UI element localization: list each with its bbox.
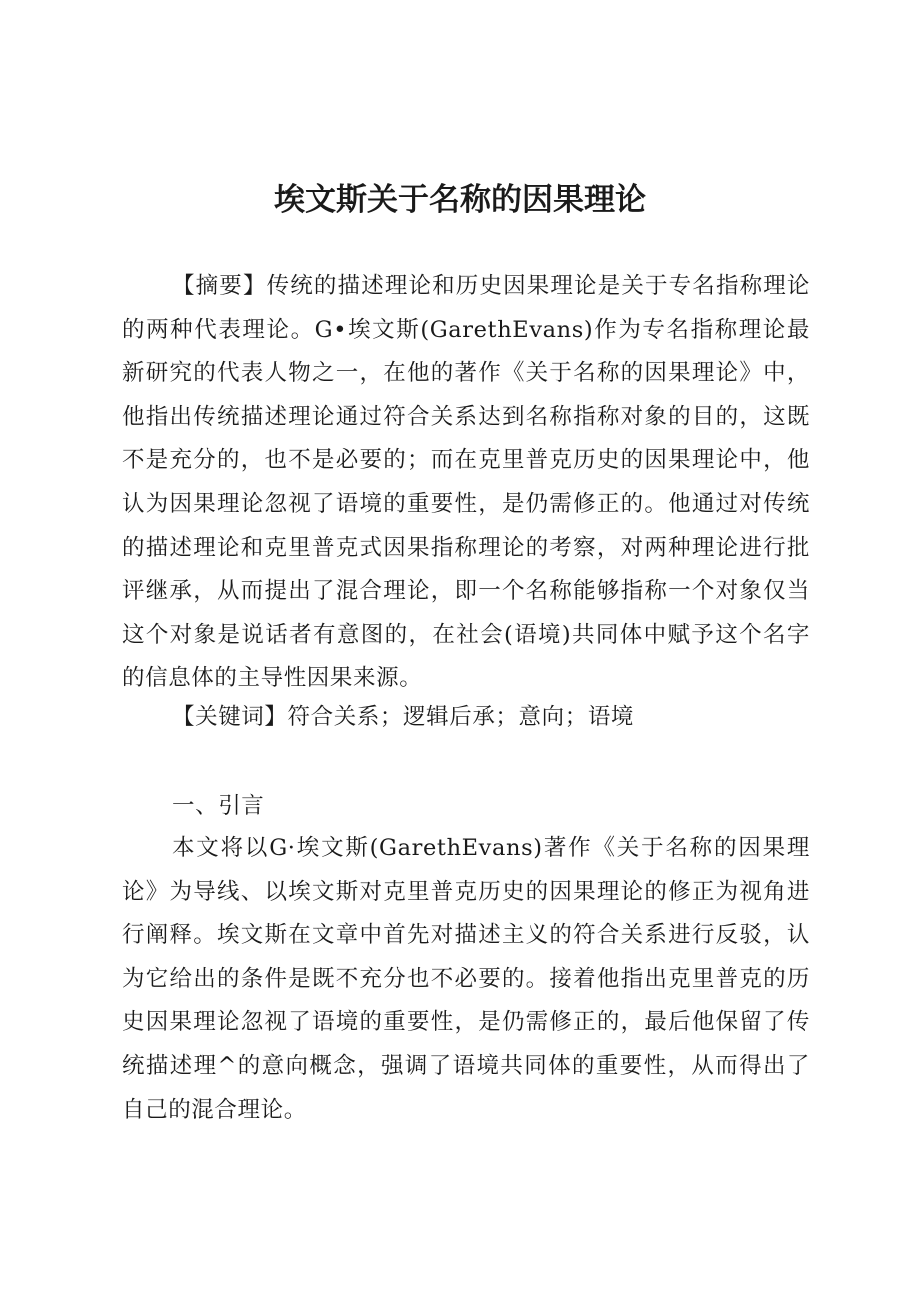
abstract-paragraph (122, 265, 810, 701)
abstract-text: 传统的描述理论和历史因果理论是关于专名指称理论的两种代表理论。G•埃文斯(GarethEvans)作为专名指称理论最新研究的代表人物之一，在他的著作《关于名称的因果理论》中，他指出传统描述理论通过符合关系达到名称指称对象的目的，这既不是充分的，也不是必要的；而在克里普克历史的因果理论中，他认为因果理论忽视了语境的重要性，是仍需修正的。他通过对传统的描述理论和克里普克式因果指称理论的考察，对两种理论进行批评继承，从而提出了混合理论，即一个名称能够指称一个对象仅当这个对象是说话者有意图的，在社会(语境)共同体中赋予这个名字的信息体的主导性因果来源。 (122, 273, 810, 692)
document-title: 埃文斯关于名称的因果理论 (274, 182, 646, 218)
keywords-paragraph (122, 696, 810, 740)
intro-paragraph: 本文将以G·埃文斯(GarethEvans)著作《关于名称的因果理论》为导线、以埃文斯对克里普克历史的因果理论的修正为视角进行阐释。埃文斯在文章中首先对描述主义的符合关系进行反驳，认为它给出的条件是既不充分也不必要的。接着他指出克里普克的历史因果理论忽视了语境的重要性，是仍需修正的，最后他保留了传统描述理^的意向概念，强调了语境共同体的重要性，从而得出了自己的混合理论。 (122, 835, 810, 1123)
keywords-label: 【关键词】 (172, 704, 288, 730)
abstract-label: 【摘要】 (172, 273, 267, 299)
keywords-text: 符合关系；逻辑后承；意向；语境 (287, 704, 635, 730)
section-heading: 一、引言 (172, 793, 265, 819)
